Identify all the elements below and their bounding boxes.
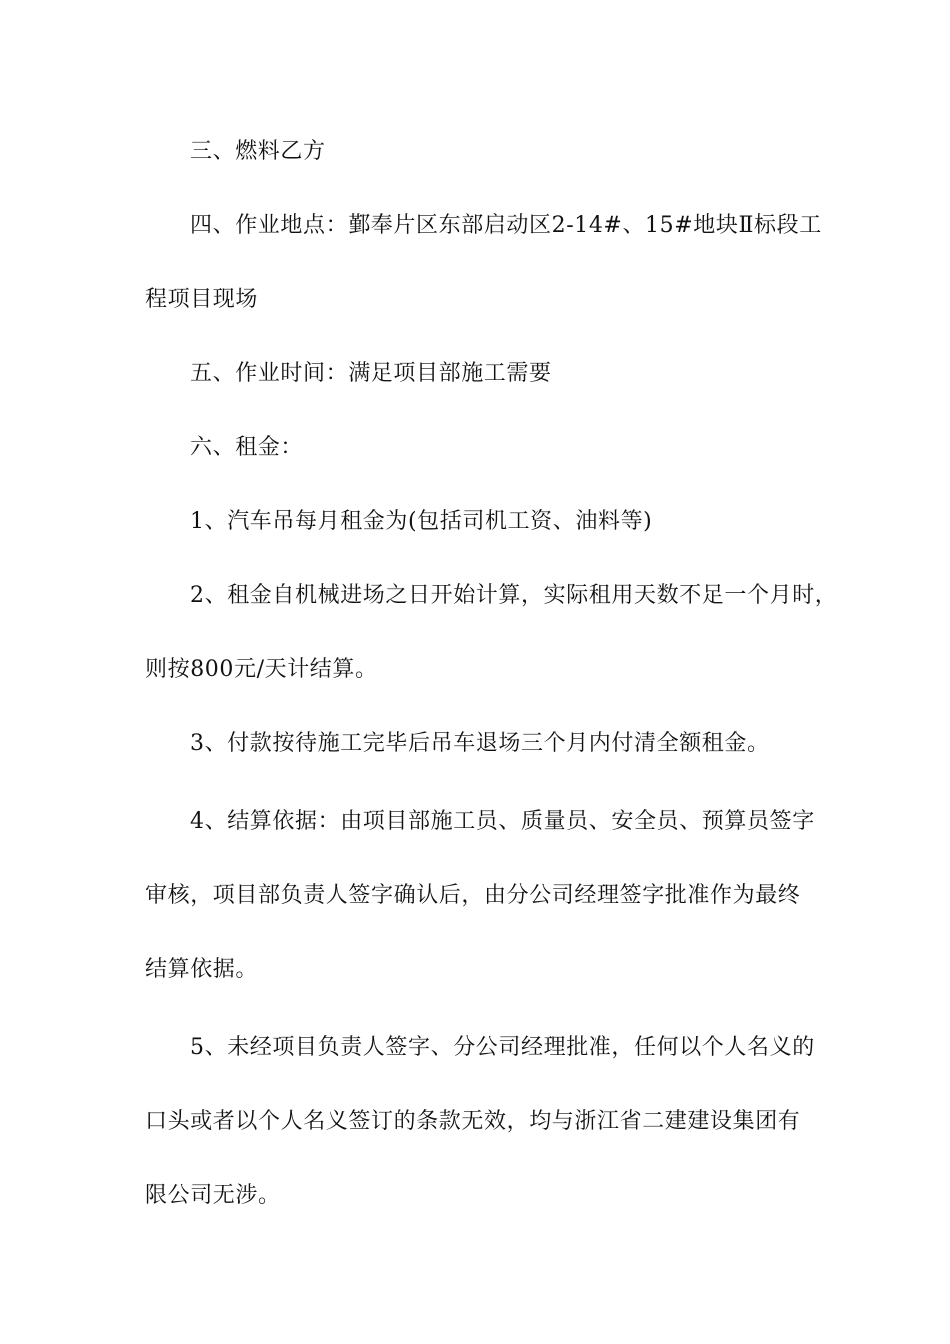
rent-item-5-continued: 口头或者以个人名义签订的条款无效，均与浙江省二建建设集团有: [145, 1109, 801, 1134]
rent-item-3: 3、付款按待施工完毕后吊车退场三个月内付清全额租金。: [190, 731, 770, 756]
rent-item-2-continued: 则按800元/天计结算。: [145, 657, 378, 682]
section-fuel: 三、燃料乙方: [190, 139, 326, 164]
rent-item-5: 5、未经项目负责人签字、分公司经理批准，任何以个人名义的: [190, 1035, 815, 1060]
rent-item-1: 1、汽车吊每月租金为(包括司机工资、油料等): [190, 509, 653, 534]
section-work-location-continued: 程项目现场: [145, 287, 259, 312]
rent-item-4-continued: 审核，项目部负责人签字确认后，由分公司经理签字批准作为最终: [145, 883, 801, 908]
section-work-time: 五、作业时间：满足项目部施工需要: [190, 361, 552, 386]
rent-item-5-end: 限公司无涉。: [145, 1183, 281, 1208]
rent-item-4: 4、结算依据：由项目部施工员、质量员、安全员、预算员签字: [190, 809, 815, 834]
section-rent-heading: 六、租金：: [190, 435, 304, 460]
section-work-location: 四、作业地点：鄞奉片区东部启动区2-14#、15#地块Ⅱ标段工: [190, 213, 822, 238]
rent-item-2: 2、租金自机械进场之日开始计算，实际租用天数不足一个月时，: [190, 583, 838, 608]
rent-item-4-end: 结算依据。: [145, 957, 259, 982]
